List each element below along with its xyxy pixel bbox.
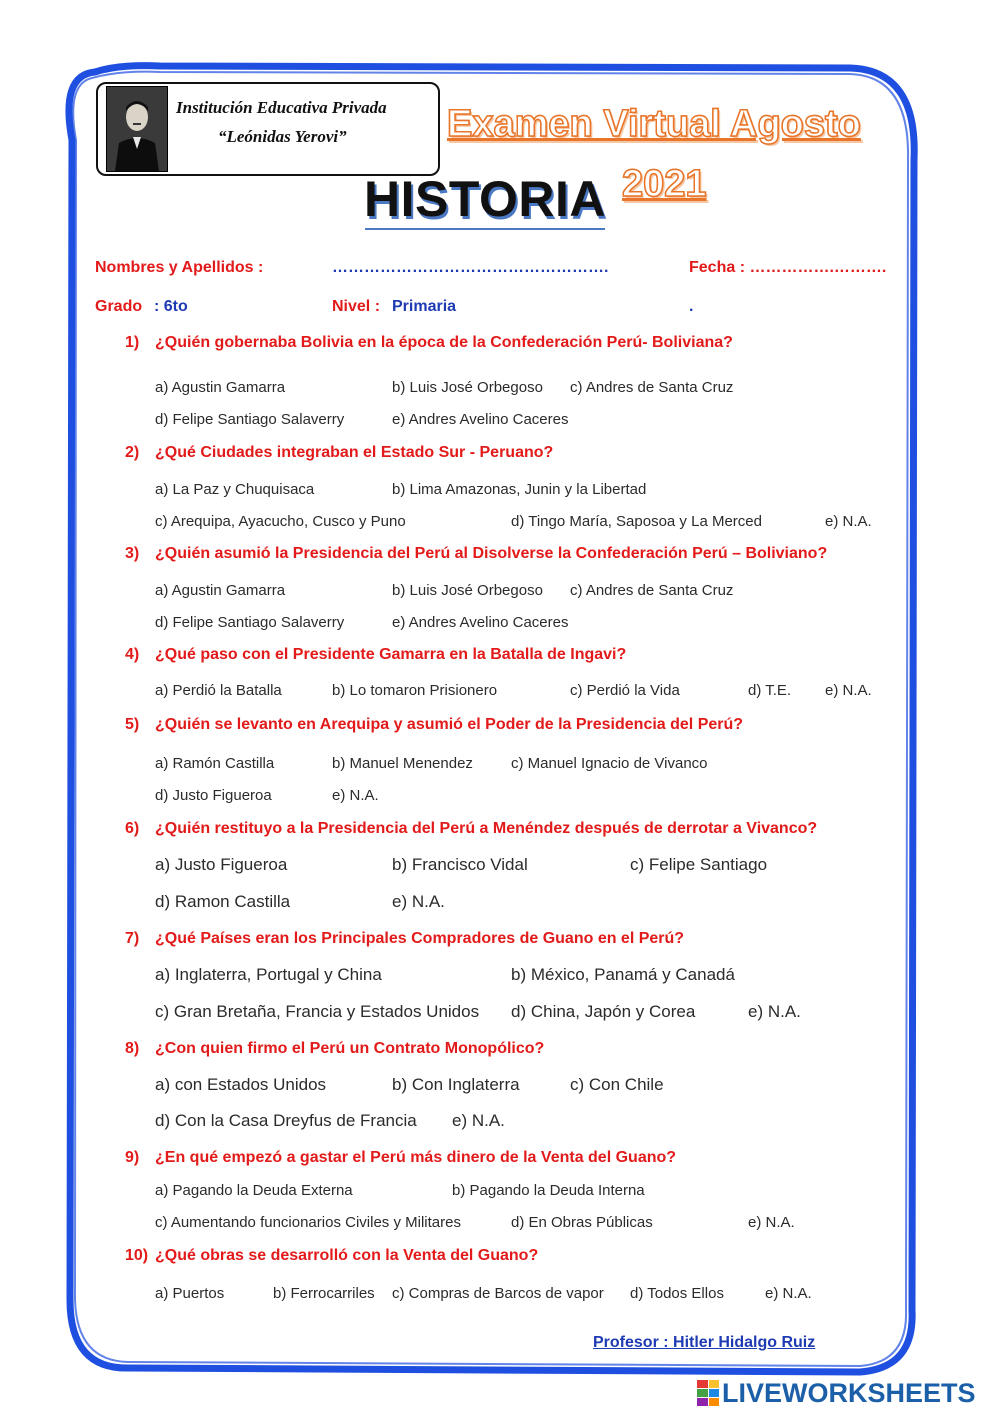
question-number: 1) <box>125 334 140 351</box>
answer-option[interactable]: b) Manuel Menendez <box>332 755 473 772</box>
answer-option[interactable]: e) N.A. <box>825 513 872 530</box>
answer-option[interactable]: e) N.A. <box>765 1285 812 1302</box>
question-text: ¿Quién se levanto en Arequipa y asumió el Poder de la Presidencia del Perú? <box>155 716 744 733</box>
answer-option[interactable]: b) Con Inglaterra <box>392 1075 520 1094</box>
question-number: 6) <box>125 820 140 837</box>
answer-option[interactable]: c) Andres de Santa Cruz <box>570 582 734 599</box>
answer-option[interactable]: e) N.A. <box>748 1214 795 1231</box>
answer-option[interactable]: e) N.A. <box>825 682 872 699</box>
grade-label: Grado <box>95 298 143 315</box>
answer-option[interactable]: e) N.A. <box>392 892 445 911</box>
answer-option[interactable]: b) Luis José Orbegoso <box>392 379 543 396</box>
answer-option[interactable]: e) Andres Avelino Caceres <box>392 411 569 428</box>
answer-option[interactable]: c) Andres de Santa Cruz <box>570 379 734 396</box>
answer-option[interactable]: d) Felipe Santiago Salaverry <box>155 614 345 631</box>
institution-name-line1: Institución Educativa Privada <box>176 98 387 117</box>
answer-option[interactable]: a) Agustin Gamarra <box>155 582 286 599</box>
founder-portrait <box>106 86 168 172</box>
answer-option[interactable]: d) Tingo María, Saposoa y La Merced <box>511 513 762 530</box>
question-text: ¿Qué Ciudades integraban el Estado Sur - Peruano? <box>155 444 554 461</box>
level-value: Primaria <box>392 298 457 315</box>
answer-option[interactable]: d) Felipe Santiago Salaverry <box>155 411 345 428</box>
question-number: 7) <box>125 930 140 947</box>
answer-option[interactable]: b) Ferrocarriles <box>273 1285 375 1302</box>
exam-title-line2: 2021 <box>622 163 707 205</box>
answer-option[interactable]: b) Francisco Vidal <box>392 855 528 874</box>
answer-option[interactable]: b) México, Panamá y Canadá <box>511 965 735 984</box>
name-field[interactable]: ……………………………………………. <box>332 259 609 276</box>
answer-option[interactable]: a) Ramón Castilla <box>155 755 275 772</box>
question-text: ¿Qué paso con el Presidente Gamarra en la Batalla de Ingavi? <box>155 646 627 663</box>
answer-option[interactable]: b) Lo tomaron Prisionero <box>332 682 498 699</box>
question-text: ¿Quién asumió la Presidencia del Perú al Disolverse la Confederación Perú – Boliviano? <box>155 545 828 562</box>
exam-title-line1: Examen Virtual Agosto <box>447 103 861 145</box>
name-label: Nombres y Apellidos : <box>95 259 264 276</box>
answer-option[interactable]: c) Arequipa, Ayacucho, Cusco y Puno <box>155 513 406 530</box>
answer-option[interactable]: b) Luis José Orbegoso <box>392 582 543 599</box>
answer-option[interactable]: c) Felipe Santiago <box>630 855 768 874</box>
question-number: 2) <box>125 444 140 461</box>
question-text: ¿Con quien firmo el Perú un Contrato Monopólico? <box>155 1040 545 1057</box>
answer-option[interactable]: c) Manuel Ignacio de Vivanco <box>511 755 708 772</box>
answer-option[interactable]: c) Compras de Barcos de vapor <box>392 1285 604 1302</box>
answer-option[interactable]: e) Andres Avelino Caceres <box>392 614 569 631</box>
question-number: 4) <box>125 646 140 663</box>
answer-option[interactable]: d) Todos Ellos <box>630 1285 724 1302</box>
answer-option[interactable]: a) La Paz y Chuquisaca <box>155 481 315 498</box>
level-label: Nivel : <box>332 298 381 315</box>
answer-option[interactable]: a) Justo Figueroa <box>155 855 288 874</box>
subject-title-underline <box>365 228 605 230</box>
answer-option[interactable]: c) Con Chile <box>570 1075 664 1094</box>
answer-option[interactable]: c) Perdió la Vida <box>570 682 680 699</box>
answer-option[interactable]: d) China, Japón y Corea <box>511 1002 696 1021</box>
question-number: 10) <box>125 1247 149 1264</box>
answer-option[interactable]: d) Con la Casa Dreyfus de Francia <box>155 1111 417 1130</box>
answer-option[interactable]: e) N.A. <box>748 1002 801 1021</box>
question-number: 8) <box>125 1040 140 1057</box>
answer-option[interactable]: a) Perdió la Batalla <box>155 682 282 699</box>
answer-option[interactable]: b) Pagando la Deuda Interna <box>452 1182 645 1199</box>
question-text: ¿Qué obras se desarrolló con la Venta del Guano? <box>155 1247 539 1264</box>
question-text: ¿En qué empezó a gastar el Perú más dinero de la Venta del Guano? <box>155 1149 677 1166</box>
question-number: 3) <box>125 545 140 562</box>
answer-option[interactable]: a) Inglaterra, Portugal y China <box>155 965 382 984</box>
answer-option[interactable]: a) Puertos <box>155 1285 225 1302</box>
trailing-dot: . <box>689 298 694 315</box>
answer-option[interactable]: d) Ramon Castilla <box>155 892 291 911</box>
answer-option[interactable]: d) En Obras Públicas <box>511 1214 653 1231</box>
grade-value: : 6to <box>154 298 188 315</box>
liveworksheets-brand <box>697 1378 976 1408</box>
question-text: ¿Quién restituyo a la Presidencia del Perú a Menéndez después de derrotar a Vivanco? <box>155 820 818 837</box>
question-text: ¿Quién gobernaba Bolivia en la época de la Confederación Perú- Boliviana? <box>155 334 733 351</box>
professor-signature: Profesor : Hitler Hidalgo Ruiz <box>593 1334 816 1351</box>
subject-title: HISTORIA <box>364 171 606 227</box>
answer-option[interactable]: a) con Estados Unidos <box>155 1075 327 1094</box>
answer-option[interactable]: e) N.A. <box>452 1111 505 1130</box>
answer-option[interactable]: e) N.A. <box>332 787 379 804</box>
date-field[interactable]: Fecha : …………….………. <box>689 259 887 276</box>
answer-option[interactable]: c) Gran Bretaña, Francia y Estados Unidos <box>155 1002 480 1021</box>
liveworksheets-wordmark: LIVEWORKSHEETS <box>722 1377 976 1408</box>
answer-option[interactable]: b) Lima Amazonas, Junin y la Libertad <box>392 481 647 498</box>
liveworksheets-logo-icon <box>697 1380 719 1406</box>
answer-option[interactable]: c) Aumentando funcionarios Civiles y Militares <box>155 1214 461 1231</box>
question-text: ¿Qué Países eran los Principales Compradores de Guano en el Perú? <box>155 930 685 947</box>
question-number: 5) <box>125 716 140 733</box>
question-number: 9) <box>125 1149 140 1166</box>
answer-option[interactable]: d) T.E. <box>748 682 792 699</box>
answer-option[interactable]: a) Agustin Gamarra <box>155 379 286 396</box>
answer-option[interactable]: a) Pagando la Deuda Externa <box>155 1182 353 1199</box>
answer-option[interactable]: d) Justo Figueroa <box>155 787 272 804</box>
institution-name-line2: “Leónidas Yerovi” <box>218 127 347 146</box>
